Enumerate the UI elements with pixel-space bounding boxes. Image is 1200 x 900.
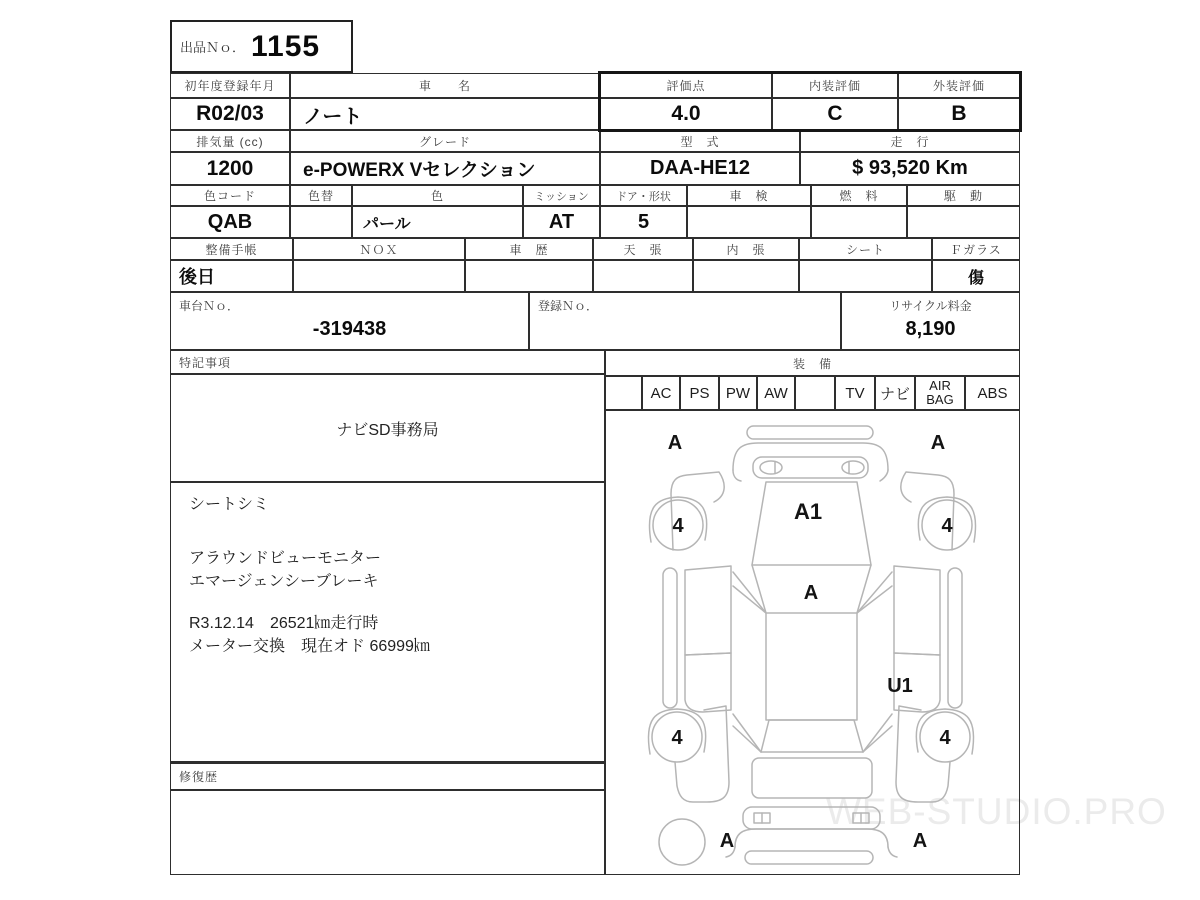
diagram-label-wheel-fr: 4	[941, 515, 953, 537]
equipment-cell-ac	[642, 376, 680, 410]
color-value: パール	[352, 206, 523, 238]
auction-number-label: 出品Ｎｏ．	[180, 40, 246, 55]
mileage-value: $ 93,520 Km	[800, 152, 1020, 185]
trunk-lid	[752, 758, 872, 798]
fender-front-left	[671, 472, 724, 550]
equipment-cell-empty-2	[795, 376, 835, 410]
diagram-label-bottom-right: A	[912, 830, 928, 852]
inspection-value	[687, 206, 811, 238]
headlight-left	[760, 461, 782, 474]
drive-value	[907, 206, 1020, 238]
color-code-header: 色コード	[170, 185, 290, 206]
door-front-left	[685, 566, 731, 655]
service-record-header: 整備手帳	[170, 238, 293, 260]
exterior-grade-value: B	[898, 98, 1020, 130]
color-change-header: 色替	[290, 185, 352, 206]
drive-header: 駆 動	[907, 185, 1020, 206]
spare-tire	[659, 819, 705, 865]
note-navi-sd: ナビSD事務局	[336, 421, 439, 439]
rear-window	[761, 720, 863, 752]
door-front-right	[894, 566, 940, 655]
nox-header: ＮＯＸ	[293, 238, 465, 260]
chassis-number-value: -319438	[312, 318, 387, 340]
nox-value	[293, 260, 465, 292]
grade-value: e-POWERX Vセレクション	[290, 152, 600, 185]
score-value: 4.0	[600, 98, 772, 130]
diagram-label-windshield: A1	[793, 499, 823, 524]
registration-number-label: 登録Ｎｏ．	[538, 299, 599, 313]
color-code-value: QAB	[170, 206, 290, 238]
displacement-value: 1200	[170, 152, 290, 185]
equipment-cell-airbag	[915, 376, 965, 410]
auction-number-box	[170, 20, 353, 73]
equipment-cell-tv	[835, 376, 875, 410]
door-shape-header: ドア・形状	[600, 185, 687, 206]
recycle-fee-cell	[841, 292, 1020, 350]
color-change-value	[290, 206, 352, 238]
equipment-item: PS	[689, 384, 710, 402]
fuel-header: 燃 料	[811, 185, 907, 206]
fender-front-right	[901, 472, 954, 550]
front-glass-header: Ｆガラス	[932, 238, 1020, 260]
taillight-panel	[743, 807, 880, 829]
front-top-strip	[747, 426, 873, 439]
equipment-item: ナビ	[879, 385, 910, 403]
seat-header: シート	[799, 238, 932, 260]
car-outline	[648, 426, 975, 865]
note-emergency-brake: エマージェンシーブレーキ	[189, 573, 379, 590]
auction-number-value: 1155	[251, 29, 321, 63]
car-name-value: ノート	[290, 98, 600, 130]
c-pillar-left-2	[733, 726, 761, 752]
rear-bumper-end-right	[888, 847, 897, 857]
transmission-header: ミッション	[523, 185, 600, 206]
diagram-label-wheel-fl: 4	[672, 515, 684, 537]
special-notes-box-1	[170, 374, 605, 482]
door-shape-value: 5	[600, 206, 687, 238]
roof-panel	[766, 613, 857, 720]
model-code-value: DAA-HE12	[600, 152, 800, 185]
equipment-cell-navi	[875, 376, 915, 410]
equipment-item: ABS	[977, 384, 1008, 402]
registration-number-value	[530, 314, 840, 349]
car-history-value	[465, 260, 593, 292]
grade-header: グレード	[290, 130, 600, 152]
c-pillar-right-2	[863, 726, 892, 752]
first-registration-header: 初年度登録年月	[170, 73, 290, 98]
diagram-label-door-rr: U1	[887, 675, 913, 697]
recycle-fee-value: 8,190	[905, 318, 956, 340]
note-meter-mileage: R3.12.14 26521㎞走行時	[189, 615, 379, 632]
a-pillar-left-1	[752, 565, 766, 613]
interior-grade-header: 内装評価	[772, 73, 898, 98]
recycle-fee-label: リサイクル料金	[889, 299, 972, 313]
headlight-right	[842, 461, 864, 474]
registration-number-cell	[529, 292, 841, 350]
repair-history-header: 修復歴	[170, 762, 605, 790]
diagram-label-wheel-rr: 4	[939, 727, 951, 749]
chassis-number-cell	[170, 292, 529, 350]
car-top-view-diagram	[605, 410, 1020, 875]
fuel-value	[811, 206, 907, 238]
equipment-item: PW	[725, 384, 751, 402]
equipment-item: TV	[845, 384, 865, 402]
interior-grade-value: C	[772, 98, 898, 130]
score-header: 評価点	[600, 73, 772, 98]
mileage-header: 走 行	[800, 130, 1020, 152]
car-name-header: 車 名	[290, 73, 600, 98]
inspection-header: 車 検	[687, 185, 811, 206]
color-header: 色	[352, 185, 523, 206]
quarter-rear-right	[896, 706, 950, 802]
equipment-cell-abs	[965, 376, 1020, 410]
equipment-cell-ps	[680, 376, 719, 410]
note-around-view-monitor: アラウンドビューモニター	[189, 550, 382, 567]
equipment-cell-aw	[757, 376, 795, 410]
door-rear-left	[685, 653, 731, 712]
lining-value	[693, 260, 799, 292]
front-bumper-end-right	[880, 470, 888, 481]
equipment-item: AW	[764, 384, 788, 402]
chassis-number-label: 車台Ｎｏ．	[179, 299, 240, 313]
equipment-item: AC	[650, 384, 672, 402]
equipment-cell-empty-1	[605, 376, 642, 410]
c-pillar-right-1	[863, 714, 892, 752]
note-seat-stain: シートシミ	[189, 496, 270, 513]
equipment-header: 装 備	[605, 350, 1020, 376]
ceiling-value	[593, 260, 693, 292]
special-notes-box-2	[170, 482, 605, 762]
watermark: WEB-STUDIO.PRO	[826, 791, 1167, 832]
diagram-label-roof: A	[803, 582, 819, 604]
lining-header: 内 張	[693, 238, 799, 260]
repair-history-box	[170, 790, 605, 875]
front-bumper-end-left	[733, 470, 741, 481]
special-notes-header: 特記事項	[170, 350, 605, 374]
diagram-label-wheel-rl: 4	[671, 727, 683, 749]
model-code-header: 型 式	[600, 130, 800, 152]
a-pillar-left-2	[733, 572, 766, 613]
diagram-label-top-left: A	[667, 432, 683, 454]
front-glass-value: 傷	[932, 260, 1020, 292]
first-registration-value: R02/03	[170, 98, 290, 130]
diagram-label-top-right: A	[930, 432, 946, 454]
sill-right	[948, 568, 962, 708]
a-pillar-right-3	[857, 586, 892, 613]
transmission-value: AT	[523, 206, 600, 238]
service-record-value: 後日	[170, 260, 293, 292]
diagram-label-bottom-left: A	[719, 830, 735, 852]
rear-bottom-strip	[745, 851, 873, 864]
ceiling-header: 天 張	[593, 238, 693, 260]
a-pillar-left-3	[733, 586, 766, 613]
displacement-header: 排気量 (cc)	[170, 130, 290, 152]
equipment-cell-pw	[719, 376, 757, 410]
exterior-grade-header: 外装評価	[898, 73, 1020, 98]
rear-bumper	[735, 829, 888, 847]
equipment-item: AIR BAG	[926, 378, 954, 407]
car-history-header: 車 歴	[465, 238, 593, 260]
c-pillar-left-1	[733, 714, 761, 752]
sill-left	[663, 568, 677, 708]
seat-value	[799, 260, 932, 292]
note-meter-replaced: メーター交換 現在オド 66999㎞	[189, 638, 430, 655]
headlight-panel	[753, 457, 868, 478]
